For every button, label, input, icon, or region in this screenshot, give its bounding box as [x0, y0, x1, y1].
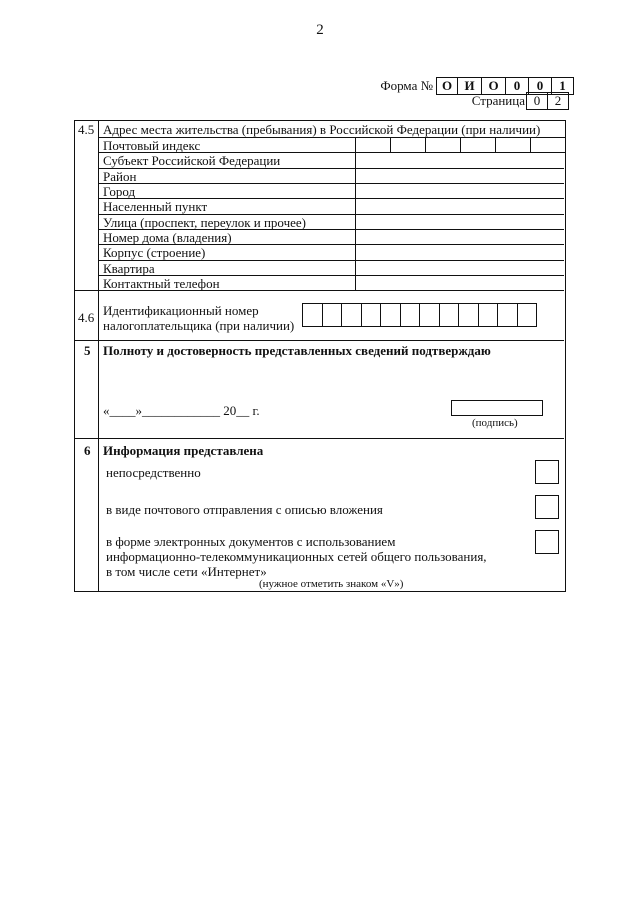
field-district: Район — [103, 169, 137, 184]
section-5-title: Полноту и достоверность представленных сведений подтверждаю — [103, 343, 491, 358]
field-region: Субъект Российской Федерации — [103, 153, 281, 168]
postal-code-cell[interactable] — [530, 137, 566, 153]
field-phone: Контактный телефон — [103, 276, 220, 291]
inn-cell[interactable] — [517, 303, 538, 327]
section-4-5-number: 4.5 — [78, 122, 95, 137]
postal-code-cell[interactable] — [460, 137, 496, 153]
form-number-label: Форма № — [380, 78, 433, 93]
field-settlement: Населенный пункт — [103, 199, 208, 214]
row-divider — [99, 260, 564, 261]
field-city: Город — [103, 184, 136, 199]
option-postal-label: в виде почтового отправления с описью вложения — [106, 502, 383, 517]
postal-code-cell[interactable] — [390, 137, 426, 153]
inn-cell[interactable] — [302, 303, 323, 327]
section-divider — [74, 290, 564, 291]
field-house: Номер дома (владения) — [103, 230, 232, 245]
row-divider — [99, 183, 564, 184]
page-label: Страница — [471, 93, 525, 108]
option-postal-checkbox[interactable] — [535, 495, 559, 519]
form-code-cell: И — [457, 77, 482, 95]
option-electronic-checkbox[interactable] — [535, 530, 559, 554]
inn-cell[interactable] — [400, 303, 421, 327]
signature-label: (подпись) — [472, 417, 518, 429]
postal-code-cell[interactable] — [355, 137, 391, 153]
option-direct-label: непосредственно — [106, 465, 201, 480]
postal-code-cell[interactable] — [495, 137, 531, 153]
field-street: Улица (проспект, переулок и прочее) — [103, 215, 307, 230]
field-apartment: Квартира — [103, 261, 155, 276]
inn-cell[interactable] — [497, 303, 518, 327]
inn-cell[interactable] — [341, 303, 362, 327]
page-number: 2 — [316, 22, 324, 38]
field-postal-code: Почтовый индекс — [103, 138, 201, 153]
section-5-number: 5 — [84, 343, 91, 358]
checkmark-note: (нужное отметить знаком «V») — [259, 578, 404, 590]
section-6-title: Информация представлена — [103, 443, 264, 458]
form-code-cell: 0 — [505, 77, 529, 95]
inn-cell[interactable] — [439, 303, 460, 327]
field-building: Корпус (строение) — [103, 245, 206, 260]
postal-code-input[interactable] — [356, 137, 566, 153]
section-4-5-title: Адрес места жительства (пребывания) в Российской Федерации (при наличии) — [103, 122, 541, 137]
section-divider — [74, 340, 564, 341]
option-electronic-label-line1: в форме электронных документов с использованием — [106, 534, 396, 549]
option-direct-checkbox[interactable] — [535, 460, 559, 484]
postal-code-cell[interactable] — [425, 137, 461, 153]
inn-cell[interactable] — [478, 303, 499, 327]
option-electronic-label-line3: в том числе сети «Интернет» — [106, 564, 267, 579]
inn-input[interactable] — [303, 303, 537, 327]
date-line[interactable]: «____»____________ 20__ г. — [103, 403, 260, 418]
signature-field[interactable] — [451, 400, 543, 416]
inn-cell[interactable] — [380, 303, 401, 327]
section-6-number: 6 — [84, 443, 91, 458]
row-divider — [99, 168, 564, 169]
inn-label-line2: налогоплательщика (при наличии) — [103, 318, 295, 333]
page-code-cell: 2 — [547, 92, 569, 110]
inn-label-line1: Идентификационный номер — [103, 303, 259, 318]
section-divider — [74, 438, 564, 439]
option-electronic-label-line2: информационно-телекоммуникационных сетей общего пользования, — [106, 549, 487, 564]
page-code-cell: 0 — [526, 92, 548, 110]
number-column-divider — [98, 120, 99, 591]
form-code-cell: 0 — [528, 77, 552, 95]
inn-cell[interactable] — [419, 303, 440, 327]
section-4-6-number: 4.6 — [78, 310, 95, 325]
inn-cell[interactable] — [322, 303, 343, 327]
form-code-cell: 1 — [551, 77, 574, 95]
form-code-cell: О — [436, 77, 458, 95]
form-code-cell: О — [481, 77, 506, 95]
inn-cell[interactable] — [458, 303, 479, 327]
inn-cell[interactable] — [361, 303, 382, 327]
page-code-box — [527, 92, 569, 110]
